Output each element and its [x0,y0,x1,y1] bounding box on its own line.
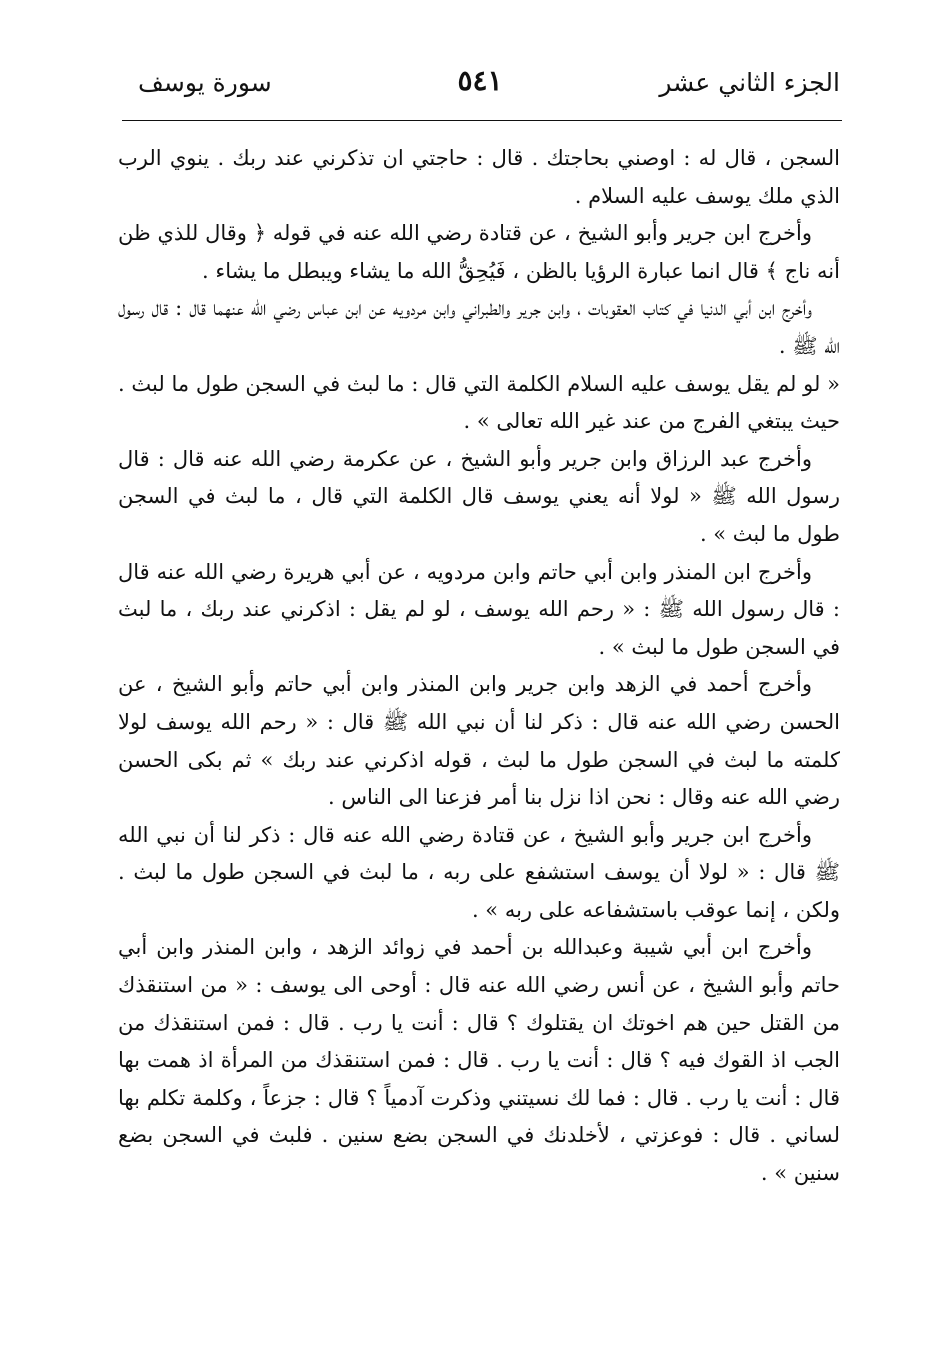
part-title: الجزء الثاني عشر [659,68,840,97]
page-header [120,62,840,110]
paragraph: وأخرج ابن جرير وأبو الشيخ ، عن قتادة رضي الله عنه قال : ذكر لنا أن نبي الله ﷺ قال : « لولا أن يوسف استشفع على ربه ، ما لبث في السجن طول ما لبث . ولكن ، إنما عوقب باستشفاعه على ربه » . [118,822,840,922]
paragraph: وأخرج أحمد في الزهد وابن جرير وابن المنذر وابن أبي حاتم وأبو الشيخ ، عن الحسن رضي الله عنه قال : ذكر لنا أن نبي الله ﷺ قال : « رحم الله يوسف لولا كلمته ما لبث في السجن طول ما لبث ، قوله اذكرني عند ربك » ثم بكى الحسن رضي الله عنه وقال : نحن اذا نزل بنا أمر فزعنا الى الناس . [118,672,840,810]
paragraph: وأخرج ابن جرير وأبو الشيخ ، عن قتادة رضي الله عنه في قوله ﴿ وقال للذي ظن أنه ناج ﴾ قال انما عبارة الرؤيا بالظن ، فَيُحِقُّ الله ما يشاء ويبطل ما يشاء . [118,221,840,283]
paragraph: « لو لم يقل يوسف عليه السلام الكلمة التي قال : ما لبث في السجن طول ما لبث . حيث يبتغي الفرج من عند غير الله تعالى » . [118,371,840,434]
header-divider [122,120,842,121]
paragraph: وأخرج عبد الرزاق وابن جرير وأبو الشيخ ، عن عكرمة رضي الله عنه قال : قال رسول الله ﷺ « لولا أنه يعني يوسف قال الكلمة التي قال ، ما لبث في السجن طول ما لبث » . [118,446,840,546]
page-body [118,140,840,1193]
paragraph: وأخرج ابن المنذر وابن أبي حاتم وابن مردويه ، عن أبي هريرة رضي الله عنه قال : قال رسول الله ﷺ : « رحم الله يوسف ، لو لم يقل : اذكرني عند ربك ، ما لبث في السجن طول ما لبث » . [118,559,840,659]
paragraph: السجن ، قال له : اوصني بحاجتك . قال : حاجتي ان تذكرني عند ربك . ينوي الرب الذي ملك يوسف عليه السلام . [118,146,840,208]
paragraph: وأخرج ابن أبي الدنيا في كتاب العقوبات ، وابن جرير والطبراني وابن مردويه عن ابن عباس رضي الله عنهما قال : قال رسول الله ﷺ . [118,296,840,358]
surah-title: سورة يوسف [138,68,272,97]
paragraph: وأخرج ابن أبي شيبة وعبدالله بن أحمد في زوائد الزهد ، وابن المنذر وابن أبي حاتم وأبو الشيخ ، عن أنس رضي الله عنه قال : أوحى الى يوسف : « من استنقذك من القتل حين هم اخوتك ان يقتلوك ؟ قال : أنت يا رب . قال : فمن استنقذك من الجب اذ القوك فيه ؟ قال : أنت يا رب . قال : فمن استنقذك من المرأة اذ همت بها قال : أنت يا رب . قال : فما لك نسيتني وذكرت آدمياً ؟ قال : جزعاً ، وكلمة تكلم بها لساني . قال : فوعزتي ، لأخلدنك في السجن بضع سنين . فلبث في السجن بضع سنين » . [118,935,840,1186]
page-number: ٥٤١ [457,64,503,97]
